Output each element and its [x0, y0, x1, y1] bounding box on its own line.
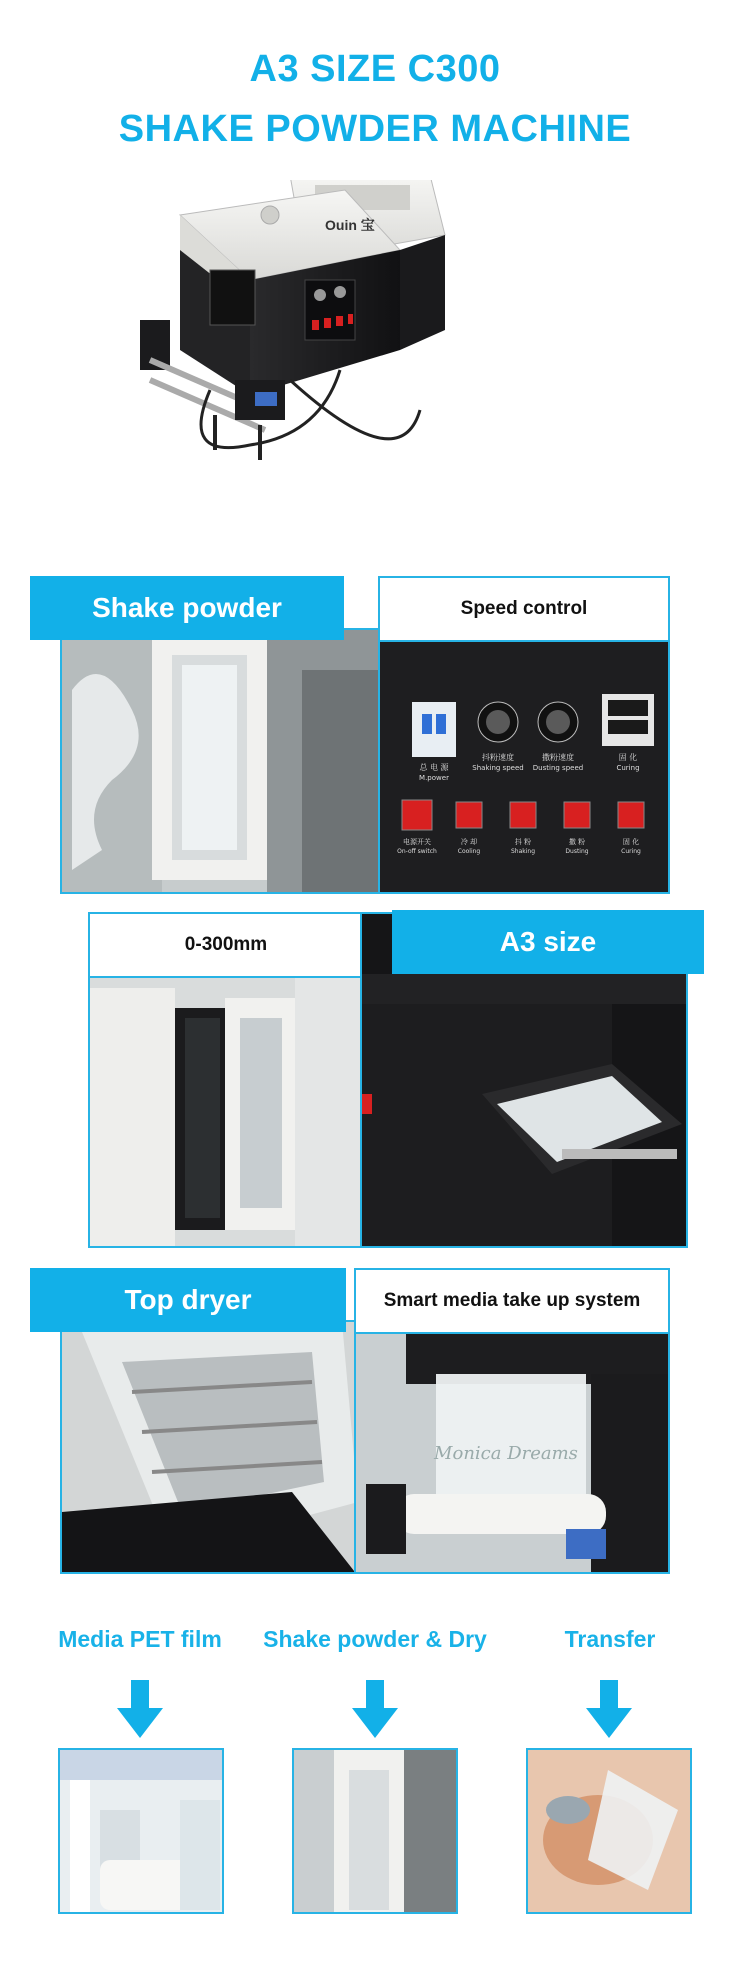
temp-label-en: Curing [616, 764, 640, 772]
dial1-label-cn: 抖粉速度 [482, 753, 514, 762]
feature-panel-top-dryer [60, 1320, 356, 1574]
process-image-shake-dry [292, 1748, 458, 1914]
tag-top-dryer: Top dryer [30, 1268, 346, 1332]
dial1-label-en: Shaking speed [472, 764, 524, 772]
svg-text:Curing: Curing [621, 848, 641, 855]
process-label-shake-dry: Shake powder & Dry [263, 1626, 487, 1652]
page-title-line1: A3 SIZE C300 [249, 48, 501, 90]
tag-a3-size: A3 size [392, 910, 704, 974]
dial2-label-cn: 撒粉速度 [542, 753, 574, 762]
svg-text:冷 却: 冷 却 [460, 838, 478, 846]
switch-label-en: M.power [419, 774, 449, 782]
page-title-line2: SHAKE POWDER MACHINE [118, 108, 632, 150]
brand-logo: Ouin 宝 [325, 217, 375, 233]
down-arrow-icon [586, 1680, 632, 1738]
svg-text:抖 粉: 抖 粉 [514, 838, 532, 846]
shake-powder-photo [62, 630, 380, 894]
caption-take-up-system: Smart media take up system [354, 1268, 670, 1334]
svg-text:电源开关: 电源开关 [403, 838, 431, 846]
svg-text:Dusting: Dusting [565, 848, 589, 855]
machine-hero-image [140, 180, 540, 570]
process-label-transfer: Transfer [564, 1626, 656, 1652]
control-panel-photo [380, 642, 670, 894]
width-photo [90, 978, 364, 1248]
dial2-label-en: Dusting speed [532, 764, 584, 772]
caption-speed-control: Speed control [378, 576, 670, 642]
svg-text:撒 粉: 撒 粉 [568, 838, 586, 846]
feature-panel-shake-powder [60, 628, 380, 894]
feature-panel-take-up [354, 1332, 670, 1574]
down-arrow-icon [117, 1680, 163, 1738]
temp-label-cn: 固 化 [618, 753, 638, 762]
feature-panel-width [88, 976, 364, 1248]
caption-0-300mm: 0-300mm [88, 912, 364, 978]
feature-panel-speed-control [378, 640, 670, 894]
svg-text:固 化: 固 化 [622, 838, 640, 846]
svg-text:Shaking: Shaking [510, 848, 536, 855]
down-arrow-icon [352, 1680, 398, 1738]
take-up-photo [356, 1334, 670, 1574]
film-print-text: Monica Dreams [434, 1443, 578, 1464]
svg-text:Cooling: Cooling [457, 848, 481, 855]
top-dryer-photo [62, 1322, 356, 1574]
tag-shake-powder: Shake powder [30, 576, 344, 640]
switch-label-cn: 总 电 源 [419, 763, 449, 772]
process-label-media: Media PET film [58, 1626, 222, 1652]
process-image-transfer [526, 1748, 692, 1914]
svg-text:On-off switch: On-off switch [397, 848, 437, 855]
process-image-media-pet-film [58, 1748, 224, 1914]
